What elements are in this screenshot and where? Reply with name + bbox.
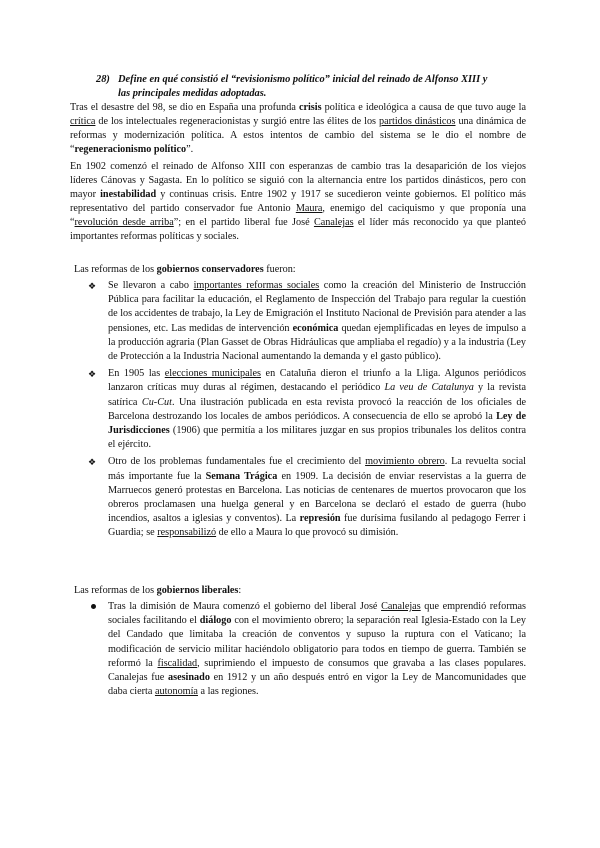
text-underline-maura: Maura <box>295 203 323 215</box>
question-line-1: Define en qué consistió el “revisionismo político” inicial del reinado de Alfonso XIII y <box>118 74 488 85</box>
text-run: En 1902 comenzó el reinado de Alfonso XIII con esperanzas de cambio tras la desaparición de los viejos líderes Cánovas y Sagasta. En lo político se siguió con la alternancia entre los partidos dinásticos, pero con mayor <box>70 161 526 201</box>
text-underline-fiscalidad: fiscalidad <box>157 657 198 669</box>
text-run: Tras el desastre del 98, se dio en España una profunda <box>70 102 299 113</box>
text-run: , enemigo del caciquismo y que proponía una “ <box>70 203 526 229</box>
diamond-bullet-icon: ❖ <box>88 457 97 468</box>
text-run: Se llevaron a cabo <box>108 280 194 291</box>
round-bullet-icon <box>91 604 96 609</box>
intro-paragraph-1 <box>70 101 526 157</box>
text-run: en 1909. La decisión de enviar reservistas a la guerra de Marruecos generó protestas en Barcelona. Las noticias de centenares de muertos provocaron que los obreros proclamasen una huelga general y en Barcelona se declaró el estado de guerra (hubo incendios, asaltos a iglesias y conventos). La <box>108 470 526 525</box>
text-underline-partidos: partidos dinásticos <box>378 116 456 128</box>
question-number: 28) <box>96 74 110 85</box>
text-run: una dinámica de reformas y modernización política. A estos intentos de cambio del sistema se le dio el nombre de “ <box>70 116 526 156</box>
text-run: fueron: <box>263 264 296 275</box>
text-run: fue durísima fusilando al pedagogo Ferrer i Guardia; se <box>108 513 526 539</box>
text-run: Las reformas de los <box>74 585 157 596</box>
text-underline-revolucion: revolución desde arriba <box>74 217 174 229</box>
text-run: ”; en el partido liberal fue José <box>173 217 314 229</box>
liberal-heading <box>74 584 241 598</box>
text-run: que emprendió reformas sociales facilitando el <box>108 601 526 627</box>
text-underline-critica: crítica <box>70 116 96 128</box>
text-bold-gobiernos-liberales: gobiernos liberales <box>156 585 239 596</box>
text-run: quedan ejemplificadas en leyes de impulso a la producción agraria (Plan Gasset de Obras Hidráulicas que ampliaba el regadío) y a la industria (Ley de Protección a la Industria Nacional aumentando la demanda y el gasto público). <box>108 322 526 363</box>
text-run: ”. <box>186 144 194 156</box>
list-item <box>86 279 526 364</box>
text-run: En 1905 las <box>108 368 165 380</box>
text-bold-semana-tragica: Semana Trágica <box>205 470 278 482</box>
conservative-reforms-list <box>86 279 526 544</box>
question-title <box>96 73 536 101</box>
text-run: y la revista satírica <box>108 382 526 408</box>
diamond-bullet-icon: ❖ <box>88 369 97 380</box>
text-run: Otro de los problemas fundamentales fue el crecimiento del <box>108 456 366 468</box>
text-run: . Una ilustración publicada en esta revista provocó la reacción de los oficiales de Barcelona destrozando los locales de ambos periódicos. A consecuencia de ello se aprobó la <box>108 396 527 422</box>
list-item <box>86 600 526 699</box>
text-run: con el movimiento obrero; la separación real Iglesia-Estado con la Ley del Candado que limitaba la creación de conventos y supuso la ruptura con el Vaticano; la modificación de servicio militar haciéndolo obligatorio para todos en tiempo de guerra. También se reformó la <box>108 615 526 669</box>
list-item <box>86 455 526 540</box>
text-run: en Cataluña dieron el triunfo a la Lliga. Algunos periódicos lanzaron críticas muy duras al régimen, destacando el periódico <box>108 368 527 394</box>
text-underline-canalejas: Canalejas <box>381 601 421 612</box>
text-run: como la creación del Ministerio de Instrucción Pública para facilitar la educación, el Reglamento de Inspección del Trabajo para regular la cuestión de los accidentes de trabajo, la Ley de Emigración el Instituto Nacional de Previsión para atender a las pensiones, etc. Las medidas de intervención <box>108 280 526 334</box>
text-underline: elecciones municipales <box>164 368 261 380</box>
conservative-heading <box>74 263 296 277</box>
text-bold-economica: económica <box>292 322 339 334</box>
text-run: política e ideológica a causa de que tuvo auge la <box>321 102 526 113</box>
text-run: Las reformas de los <box>74 264 157 275</box>
text-bold-crisis: crisis <box>298 102 322 113</box>
text-run: Tras la dimisión de Maura comenzó el gobierno del liberal José <box>108 601 382 612</box>
text-run: . La revuelta social más importante fue la <box>108 456 526 482</box>
text-run: (1906) que permitía a los militares juzgar en sus propios tribunales los delitos contra el ejército. <box>108 425 526 451</box>
list-item <box>86 367 526 452</box>
diamond-bullet-icon: ❖ <box>88 281 97 291</box>
text-run: : <box>238 585 242 596</box>
text-italic-la-veu: La veu de Catalunya <box>384 382 474 394</box>
text-underline: responsabilizó <box>157 527 217 539</box>
text-run: de los intelectuales regeneracionistas y surgió entre las élites de los <box>95 116 379 128</box>
intro-paragraph-2 <box>70 160 526 245</box>
text-underline-autonomia: autonomía <box>154 686 198 698</box>
text-bold-asesinado: asesinado <box>168 672 210 684</box>
text-bold-regeneracionismo: regeneracionismo político <box>74 144 187 156</box>
text-bold-ley-jurisdicciones: Ley de Jurisdicciones <box>108 410 526 437</box>
question-line-2: las principales medidas adoptadas. <box>118 88 267 99</box>
text-run: de ello a Maura lo que provocó su dimisión. <box>216 527 399 539</box>
liberal-reforms-list <box>86 600 526 702</box>
text-italic-cu-cut: Cu-Cut <box>141 396 172 408</box>
text-bold-represion: represión <box>299 513 341 525</box>
text-run: y continuas crisis. Entre 1902 y 1917 se sucedieron veinte gobiernos. El político más representativo del partido conservador fue Antonio <box>70 189 526 215</box>
text-run: a las regiones. <box>197 686 259 698</box>
text-bold-gobiernos-conservadores: gobiernos conservadores <box>156 264 264 275</box>
text-underline-canalejas: Canalejas <box>313 217 354 229</box>
text-underline: importantes reformas sociales <box>193 280 320 291</box>
text-bold-inestabilidad: inestabilidad <box>100 189 157 201</box>
text-run: el líder más reconocido ya que planteó importantes reformas políticas y sociales. <box>70 217 527 243</box>
text-run: en 1912 y un año después entró en vigor la Ley de Mancomunidades que daba cierta <box>108 672 526 698</box>
text-bold-dialogo: diálogo <box>199 615 232 627</box>
text-underline: movimiento obrero <box>365 456 445 468</box>
text-run: , suprimiendo el impuesto de consumos que gravaba a las clases populares. Canalejas fue <box>108 657 526 684</box>
